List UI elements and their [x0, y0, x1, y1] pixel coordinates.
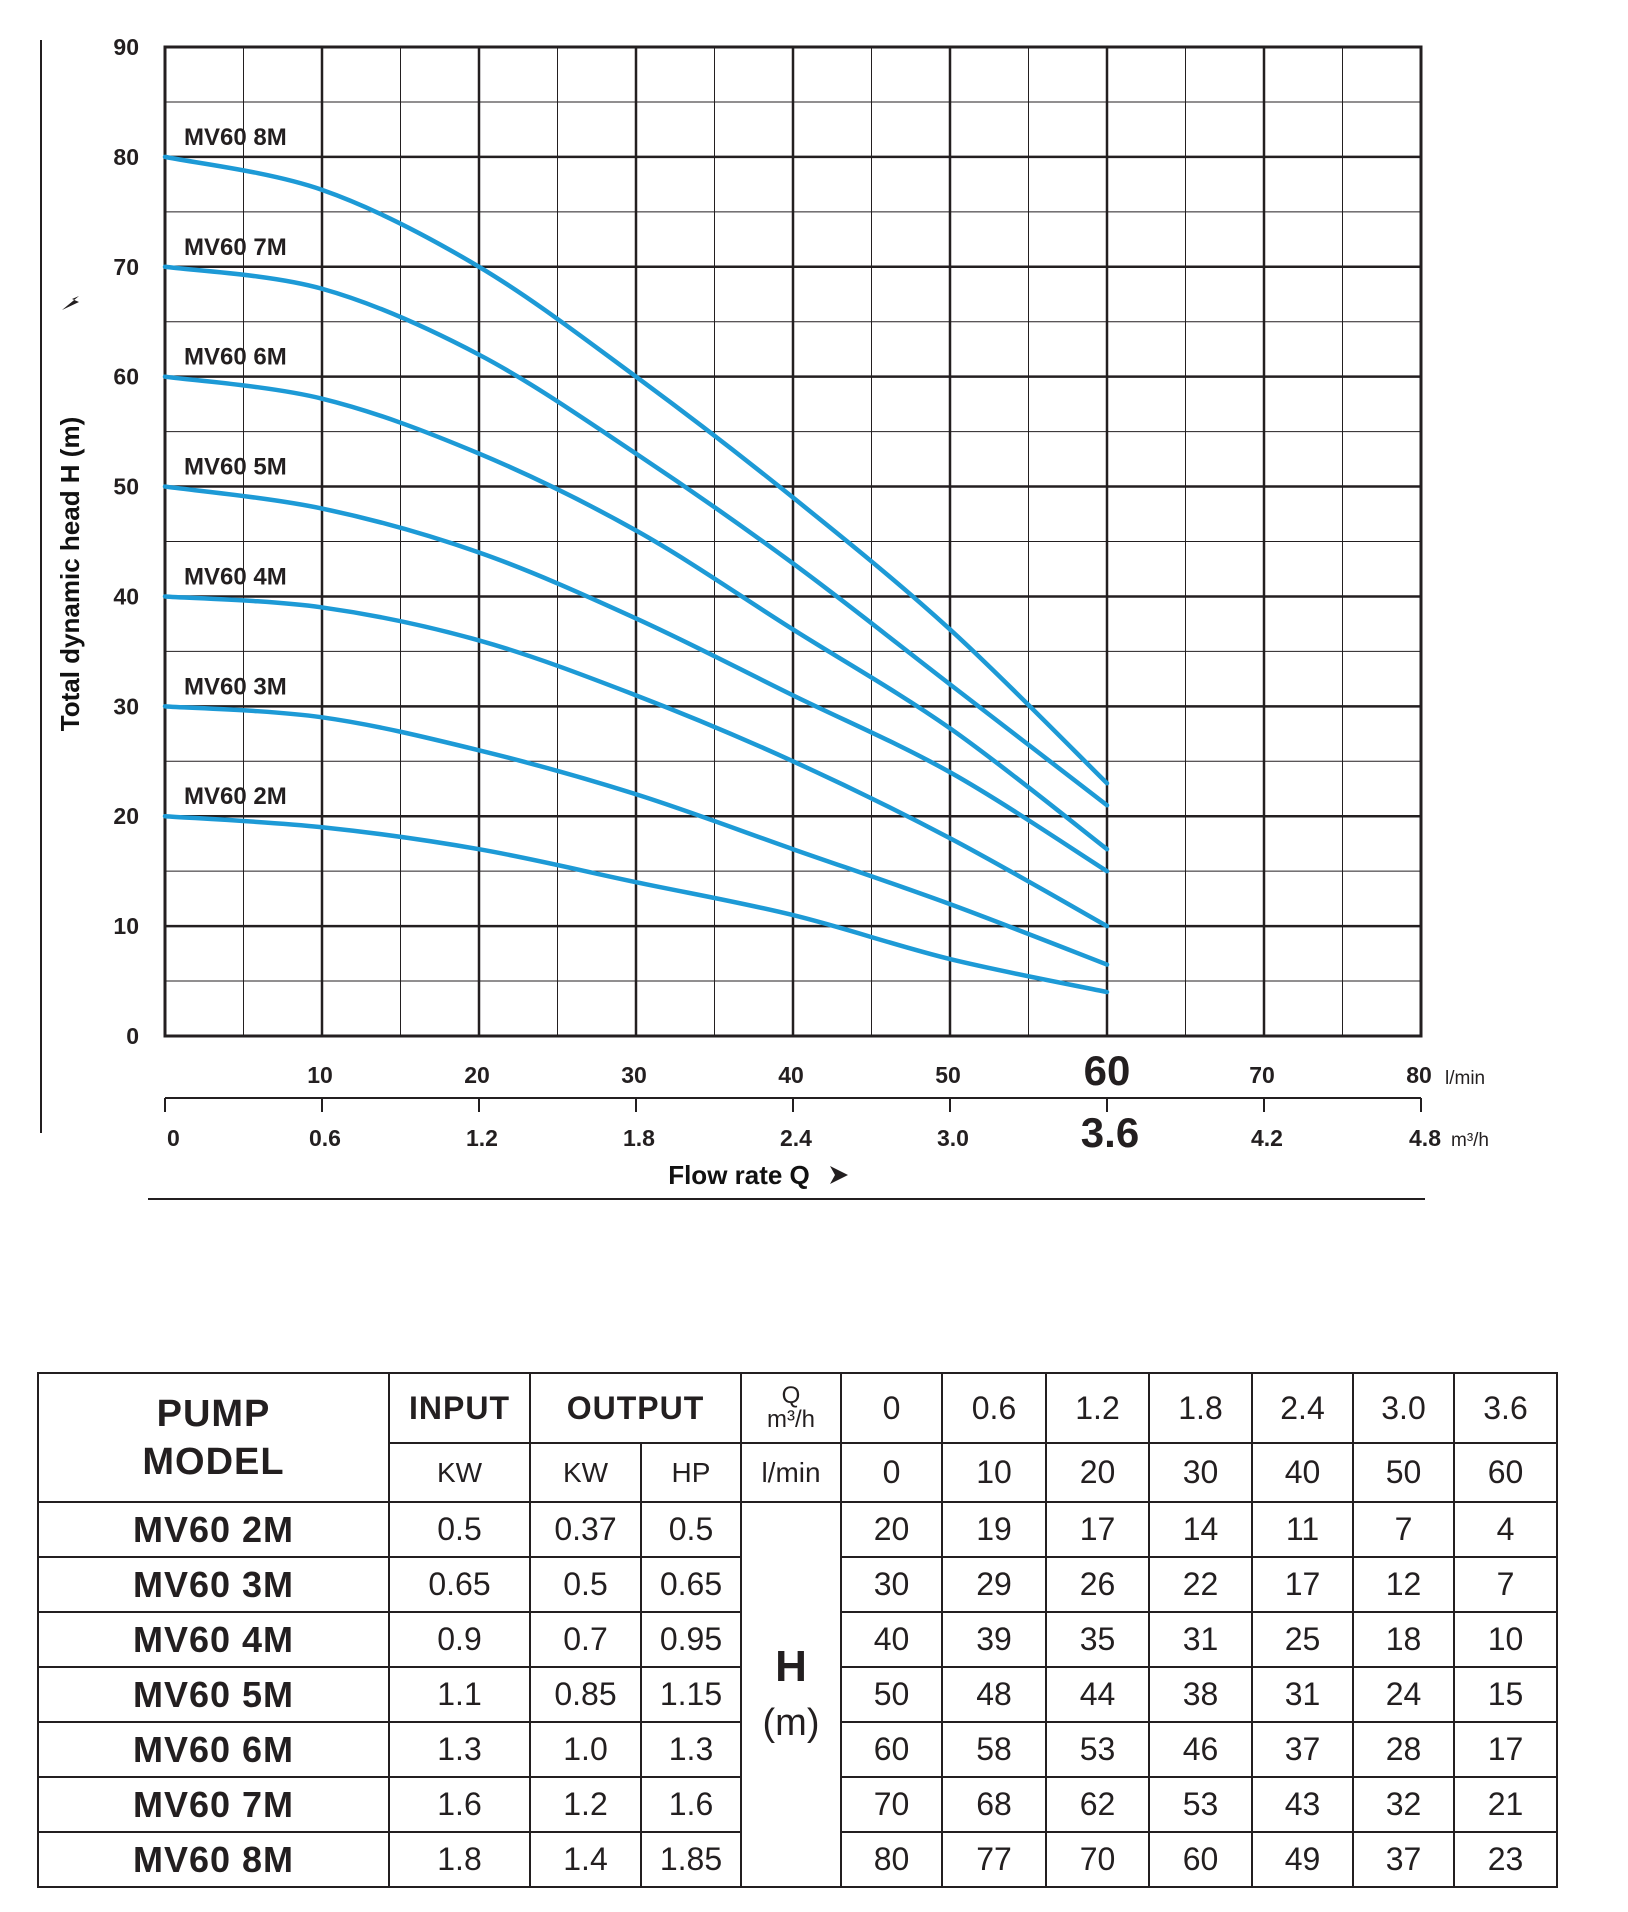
head-value-cell: 60 — [841, 1722, 942, 1777]
head-value-cell: 14 — [1149, 1502, 1252, 1557]
output-hp-cell: 0.5 — [641, 1502, 741, 1557]
x-tick-label: 70 — [1249, 1062, 1275, 1088]
model-cell: MV60 6M — [38, 1722, 389, 1777]
pump-header-line1: PUMP — [156, 1392, 271, 1435]
y-tick-label: 80 — [113, 143, 139, 170]
output-hp-cell: 0.65 — [641, 1557, 741, 1612]
head-value-cell: 58 — [942, 1722, 1046, 1777]
x-unit-label: l/min — [1445, 1068, 1486, 1089]
head-value-cell: 53 — [1149, 1777, 1252, 1832]
y-axis-arrow-icon — [62, 296, 79, 310]
q-header-line2: m³/h — [767, 1406, 815, 1433]
lmin-label: l/min — [741, 1443, 841, 1502]
head-value-cell: 37 — [1353, 1832, 1454, 1887]
series-label: MV60 3M — [184, 673, 287, 701]
head-value-cell: 30 — [841, 1557, 942, 1612]
x2-tick-label: 1.8 — [623, 1125, 655, 1151]
series-label: MV60 5M — [184, 453, 287, 481]
head-value-cell: 40 — [841, 1612, 942, 1667]
head-label: H — [775, 1641, 807, 1691]
m3h-cell: 3.0 — [1353, 1373, 1454, 1443]
head-value-cell: 18 — [1353, 1612, 1454, 1667]
head-value-cell: 21 — [1454, 1777, 1557, 1832]
head-value-cell: 4 — [1454, 1502, 1557, 1557]
head-label-cell — [741, 1502, 841, 1887]
head-value-cell: 77 — [942, 1832, 1046, 1887]
model-cell: MV60 7M — [38, 1777, 389, 1832]
x2-tick-label: 4.2 — [1251, 1125, 1283, 1151]
head-value-cell: 62 — [1046, 1777, 1149, 1832]
head-value-cell: 49 — [1252, 1832, 1353, 1887]
y-tick-label: 10 — [113, 913, 139, 940]
y-tick-label: 90 — [113, 34, 139, 60]
m3h-cell: 3.6 — [1454, 1373, 1557, 1443]
head-value-cell: 26 — [1046, 1557, 1149, 1612]
input-kw-cell: 0.5 — [389, 1502, 530, 1557]
head-value-cell: 38 — [1149, 1667, 1252, 1722]
m3h-cell: 2.4 — [1252, 1373, 1353, 1443]
output-hp-cell: 1.85 — [641, 1832, 741, 1887]
head-value-cell: 24 — [1353, 1667, 1454, 1722]
output-kw-cell: 1.4 — [530, 1832, 641, 1887]
head-value-cell: 17 — [1252, 1557, 1353, 1612]
head-value-cell: 10 — [1454, 1612, 1557, 1667]
x-tick-label: 80 — [1406, 1062, 1432, 1088]
model-cell: MV60 4M — [38, 1612, 389, 1667]
head-value-cell: 44 — [1046, 1667, 1149, 1722]
x-axis-arrow-icon — [830, 1166, 848, 1184]
series-label: MV60 4M — [184, 563, 287, 591]
series-label: MV60 2M — [184, 783, 287, 811]
spec-table — [37, 1372, 1558, 1888]
head-value-cell: 53 — [1046, 1722, 1149, 1777]
lmin-cell: 60 — [1454, 1443, 1557, 1502]
input-kw-cell: 1.6 — [389, 1777, 530, 1832]
input-unit: KW — [389, 1443, 530, 1502]
y-tick-label: 0 — [126, 1023, 139, 1049]
x2-tick-label: 0.6 — [309, 1125, 341, 1151]
y-tick-label: 60 — [113, 363, 139, 390]
series-label: MV60 6M — [184, 343, 287, 371]
head-value-cell: 60 — [1149, 1832, 1252, 1887]
m3h-cell: 0 — [841, 1373, 942, 1443]
output-hp-cell: 0.95 — [641, 1612, 741, 1667]
head-value-cell: 7 — [1353, 1502, 1454, 1557]
output-hp-unit: HP — [641, 1443, 741, 1502]
y-tick-label: 20 — [113, 803, 139, 830]
head-value-cell: 12 — [1353, 1557, 1454, 1612]
model-cell: MV60 2M — [38, 1502, 389, 1557]
y-axis-title: Total dynamic head H (m) — [55, 416, 85, 732]
lmin-cell: 50 — [1353, 1443, 1454, 1502]
x-tick-label: 20 — [464, 1062, 490, 1088]
head-value-cell: 11 — [1252, 1502, 1353, 1557]
head-value-cell: 32 — [1353, 1777, 1454, 1832]
y-tick-label: 70 — [113, 253, 139, 280]
input-kw-cell: 1.3 — [389, 1722, 530, 1777]
m3h-cell: 1.8 — [1149, 1373, 1252, 1443]
head-value-cell: 17 — [1454, 1722, 1557, 1777]
x2-tick-label: 3.0 — [937, 1125, 969, 1151]
lmin-cell: 20 — [1046, 1443, 1149, 1502]
output-kw-cell: 1.0 — [530, 1722, 641, 1777]
output-hp-cell: 1.3 — [641, 1722, 741, 1777]
input-kw-cell: 1.8 — [389, 1832, 530, 1887]
lmin-cell: 0 — [841, 1443, 942, 1502]
input-kw-cell: 0.65 — [389, 1557, 530, 1612]
head-value-cell: 39 — [942, 1612, 1046, 1667]
head-value-cell: 46 — [1149, 1722, 1252, 1777]
lmin-cell: 30 — [1149, 1443, 1252, 1502]
series-label: MV60 8M — [184, 123, 287, 151]
head-value-cell: 28 — [1353, 1722, 1454, 1777]
m3h-cell: 0.6 — [942, 1373, 1046, 1443]
output-kw-cell: 0.7 — [530, 1612, 641, 1667]
head-value-cell: 70 — [841, 1777, 942, 1832]
head-value-cell: 80 — [841, 1832, 942, 1887]
output-kw-cell: 0.37 — [530, 1502, 641, 1557]
output-kw-cell: 0.5 — [530, 1557, 641, 1612]
head-unit: (m) — [762, 1701, 820, 1744]
lmin-cell: 10 — [942, 1443, 1046, 1502]
series-label: MV60 7M — [184, 233, 287, 261]
head-value-cell: 31 — [1252, 1667, 1353, 1722]
head-value-cell: 35 — [1046, 1612, 1149, 1667]
x2-tick-label: 3.6 — [1080, 1109, 1140, 1156]
x2-tick-label: 1.2 — [466, 1125, 498, 1151]
table-row — [38, 1502, 1557, 1557]
model-cell: MV60 8M — [38, 1832, 389, 1887]
pump-header-line2: MODEL — [142, 1440, 285, 1483]
output-hp-cell: 1.6 — [641, 1777, 741, 1832]
q-header-line1: Q — [781, 1382, 801, 1409]
head-value-cell: 7 — [1454, 1557, 1557, 1612]
head-value-cell: 68 — [942, 1777, 1046, 1832]
x-tick-label: 10 — [307, 1062, 333, 1088]
pump-model-header — [38, 1373, 389, 1502]
head-value-cell: 43 — [1252, 1777, 1353, 1832]
head-value-cell: 70 — [1046, 1832, 1149, 1887]
y-tick-label: 30 — [113, 693, 139, 720]
head-value-cell: 31 — [1149, 1612, 1252, 1667]
head-value-cell: 29 — [942, 1557, 1046, 1612]
model-cell: MV60 3M — [38, 1557, 389, 1612]
output-hp-cell: 1.15 — [641, 1667, 741, 1722]
model-cell: MV60 5M — [38, 1667, 389, 1722]
output-kw-cell: 0.85 — [530, 1667, 641, 1722]
axes — [113, 34, 1489, 1156]
x-tick-label: 40 — [778, 1062, 804, 1088]
head-value-cell: 15 — [1454, 1667, 1557, 1722]
x-tick-label: 60 — [1083, 1047, 1131, 1094]
x2-tick-label: 2.4 — [780, 1125, 812, 1151]
x2-tick-label: 4.8 — [1409, 1125, 1441, 1151]
x2-tick-label: 0 — [167, 1125, 180, 1151]
lmin-cell: 40 — [1252, 1443, 1353, 1502]
x2-unit-label: m³/h — [1451, 1130, 1489, 1151]
input-header: INPUT — [389, 1373, 530, 1443]
head-value-cell: 23 — [1454, 1832, 1557, 1887]
head-value-cell: 50 — [841, 1667, 942, 1722]
m3h-cell: 1.2 — [1046, 1373, 1149, 1443]
head-value-cell: 37 — [1252, 1722, 1353, 1777]
input-kw-cell: 0.9 — [389, 1612, 530, 1667]
output-header: OUTPUT — [530, 1373, 741, 1443]
input-kw-cell: 1.1 — [389, 1667, 530, 1722]
head-value-cell: 48 — [942, 1667, 1046, 1722]
x-tick-label: 30 — [621, 1062, 647, 1088]
head-value-cell: 22 — [1149, 1557, 1252, 1612]
head-value-cell: 17 — [1046, 1502, 1149, 1557]
x-axis-title: Flow rate Q — [668, 1160, 810, 1190]
y-tick-label: 50 — [113, 473, 139, 500]
output-kw-cell: 1.2 — [530, 1777, 641, 1832]
output-kw-unit: KW — [530, 1443, 641, 1502]
x-tick-label: 50 — [935, 1062, 961, 1088]
head-value-cell: 20 — [841, 1502, 942, 1557]
y-tick-label: 40 — [113, 583, 139, 610]
q-header — [741, 1373, 841, 1443]
grid — [165, 47, 1421, 1036]
head-value-cell: 19 — [942, 1502, 1046, 1557]
head-value-cell: 25 — [1252, 1612, 1353, 1667]
